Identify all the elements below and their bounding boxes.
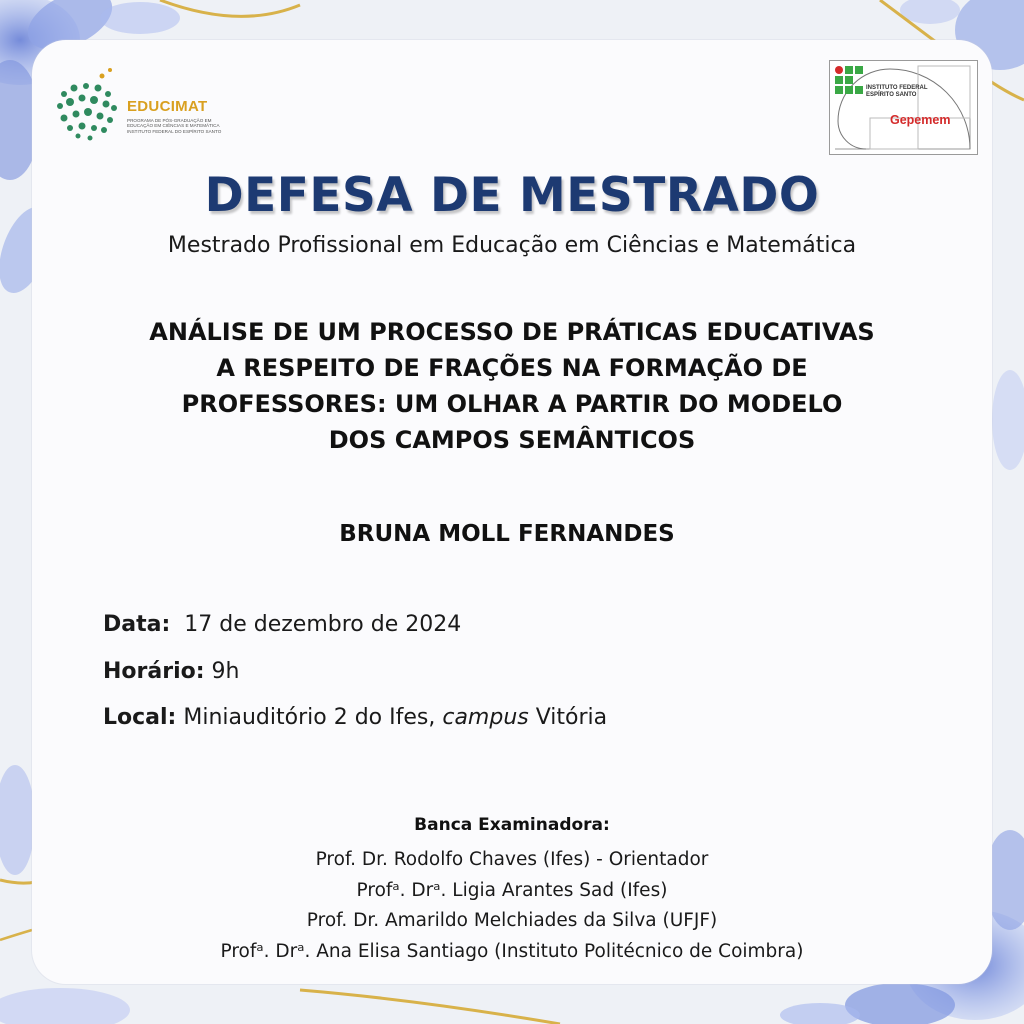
educimat-logo: [54, 64, 234, 144]
ifes-emblem-icon: [834, 65, 864, 99]
place-row: [103, 705, 607, 730]
place-suffix: Vitória: [535, 705, 608, 730]
thesis-title-line: PROFESSORES: UM OLHAR A PARTIR DO MODELO: [181, 390, 843, 418]
thesis-title: [60, 314, 964, 458]
author-name: BRUNA MOLL FERNANDES: [339, 521, 675, 547]
committee-member: Profᵃ. Drᵃ. Ana Elisa Santiago (Instituto Politécnico de Coimbra): [220, 940, 804, 962]
date-row: [103, 612, 461, 637]
committee-member: Prof. Dr. Amarildo Melchiades da Silva (UFJF): [306, 910, 718, 931]
time-label: Horário:: [103, 659, 205, 684]
thesis-title-line: A RESPEITO DE FRAÇÕES NA FORMAÇÃO DE: [216, 354, 808, 382]
committee-member: Profᵃ. Drᵃ. Ligia Arantes Sad (Ifes): [356, 879, 668, 901]
educimat-subtitle: PROGRAMA DE PÓS-GRADUAÇÃO EM EDUCAÇÃO EM CIÊNCIAS E MATEMÁTICA INSTITUTO FEDERAL DO ESPÍRITO SANTO: [127, 118, 222, 134]
committee-member: Prof. Dr. Rodolfo Chaves (Ifes) - Orientador: [315, 849, 709, 870]
ifes-institution: INSTITUTO FEDERAL ESPÍRITO SANTO: [866, 85, 928, 98]
time-row: [103, 659, 239, 684]
time-value: 9h: [211, 659, 240, 684]
committee-list: [0, 845, 1024, 967]
educimat-emblem-icon: [54, 64, 124, 142]
place-prefix: Miniauditório 2 do Ifes,: [183, 705, 436, 730]
ifes-gepemem-logo: [829, 60, 978, 155]
date-value: 17 de dezembro de 2024: [184, 612, 462, 637]
place-label: Local:: [103, 705, 177, 730]
thesis-title-line: ANÁLISE DE UM PROCESSO DE PRÁTICAS EDUCATIVAS: [149, 318, 875, 346]
educimat-name: EDUCIMAT: [127, 98, 208, 115]
thesis-title-line: DOS CAMPOS SEMÂNTICOS: [328, 426, 696, 454]
gepemem-label: Gepemem: [890, 113, 951, 127]
date-label: Data:: [103, 612, 171, 637]
place-italic: campus: [442, 705, 529, 730]
committee-title: Banca Examinadora:: [414, 815, 610, 835]
program-name: Mestrado Profissional em Educação em Ciências e Matemática: [167, 233, 857, 258]
event-title: DEFESA DE MESTRADO: [204, 168, 820, 223]
